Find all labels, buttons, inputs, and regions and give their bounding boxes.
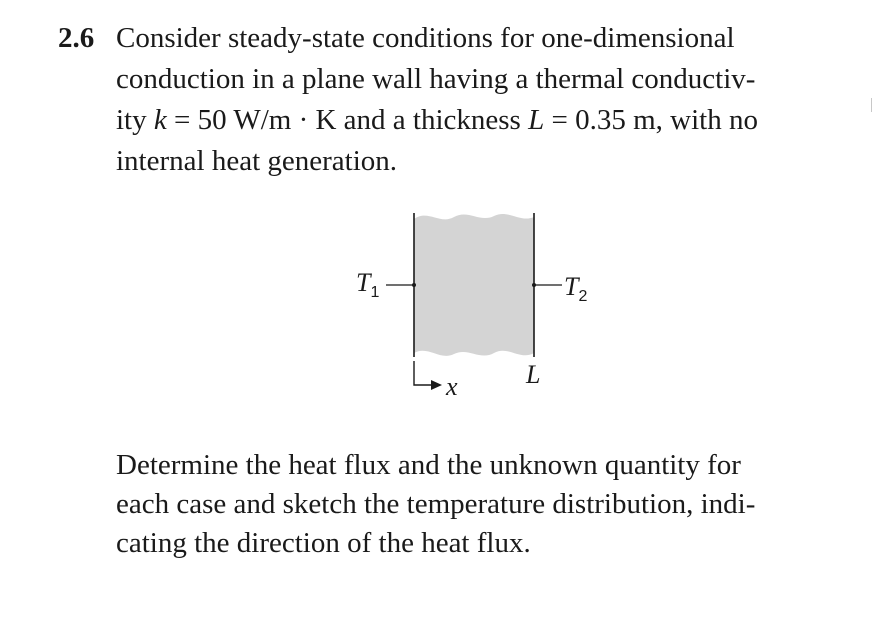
t1-symbol: T [356, 268, 371, 297]
problem-task-text [116, 446, 856, 563]
page-edge-mark [871, 98, 872, 112]
x-axis-arrowhead [431, 380, 442, 390]
thickness-label: L [526, 360, 541, 389]
task-line-3: cating the direction of the heat flux. [116, 527, 531, 559]
intro-line-3-a: ity [116, 104, 154, 136]
x-axis-label: x [446, 372, 458, 401]
task-line-1: Determine the heat flux and the unknown quantity for [116, 449, 741, 481]
intro-line-3-b: = 50 W/m · K and a thickness [166, 104, 529, 136]
t1-label [356, 268, 379, 301]
plane-wall-diagram [330, 205, 630, 415]
problem-statement [58, 18, 838, 182]
intro-line-4: internal heat generation. [116, 145, 398, 177]
problem-intro-text [116, 18, 838, 182]
conductivity-symbol: k [153, 104, 167, 136]
t1-subscript: 1 [370, 284, 380, 301]
t2-point [532, 283, 536, 287]
t1-point [412, 283, 416, 287]
t2-subscript: 2 [578, 288, 588, 305]
plane-wall-figure [330, 205, 630, 415]
task-line-2: each case and sketch the temperature distribution, indi- [116, 488, 756, 520]
thickness-symbol: L [528, 104, 545, 136]
intro-line-2: conduction in a plane wall having a thermal conductiv- [116, 63, 756, 95]
intro-line-1: Consider steady-state conditions for one-dimensional [116, 22, 735, 54]
t2-label [564, 272, 587, 305]
wall-region [414, 214, 534, 356]
problem-number: 2.6 [58, 22, 95, 54]
t2-symbol: T [564, 272, 579, 301]
intro-line-3 [116, 100, 838, 141]
intro-line-3-c: = 0.35 m, with no [544, 104, 758, 136]
